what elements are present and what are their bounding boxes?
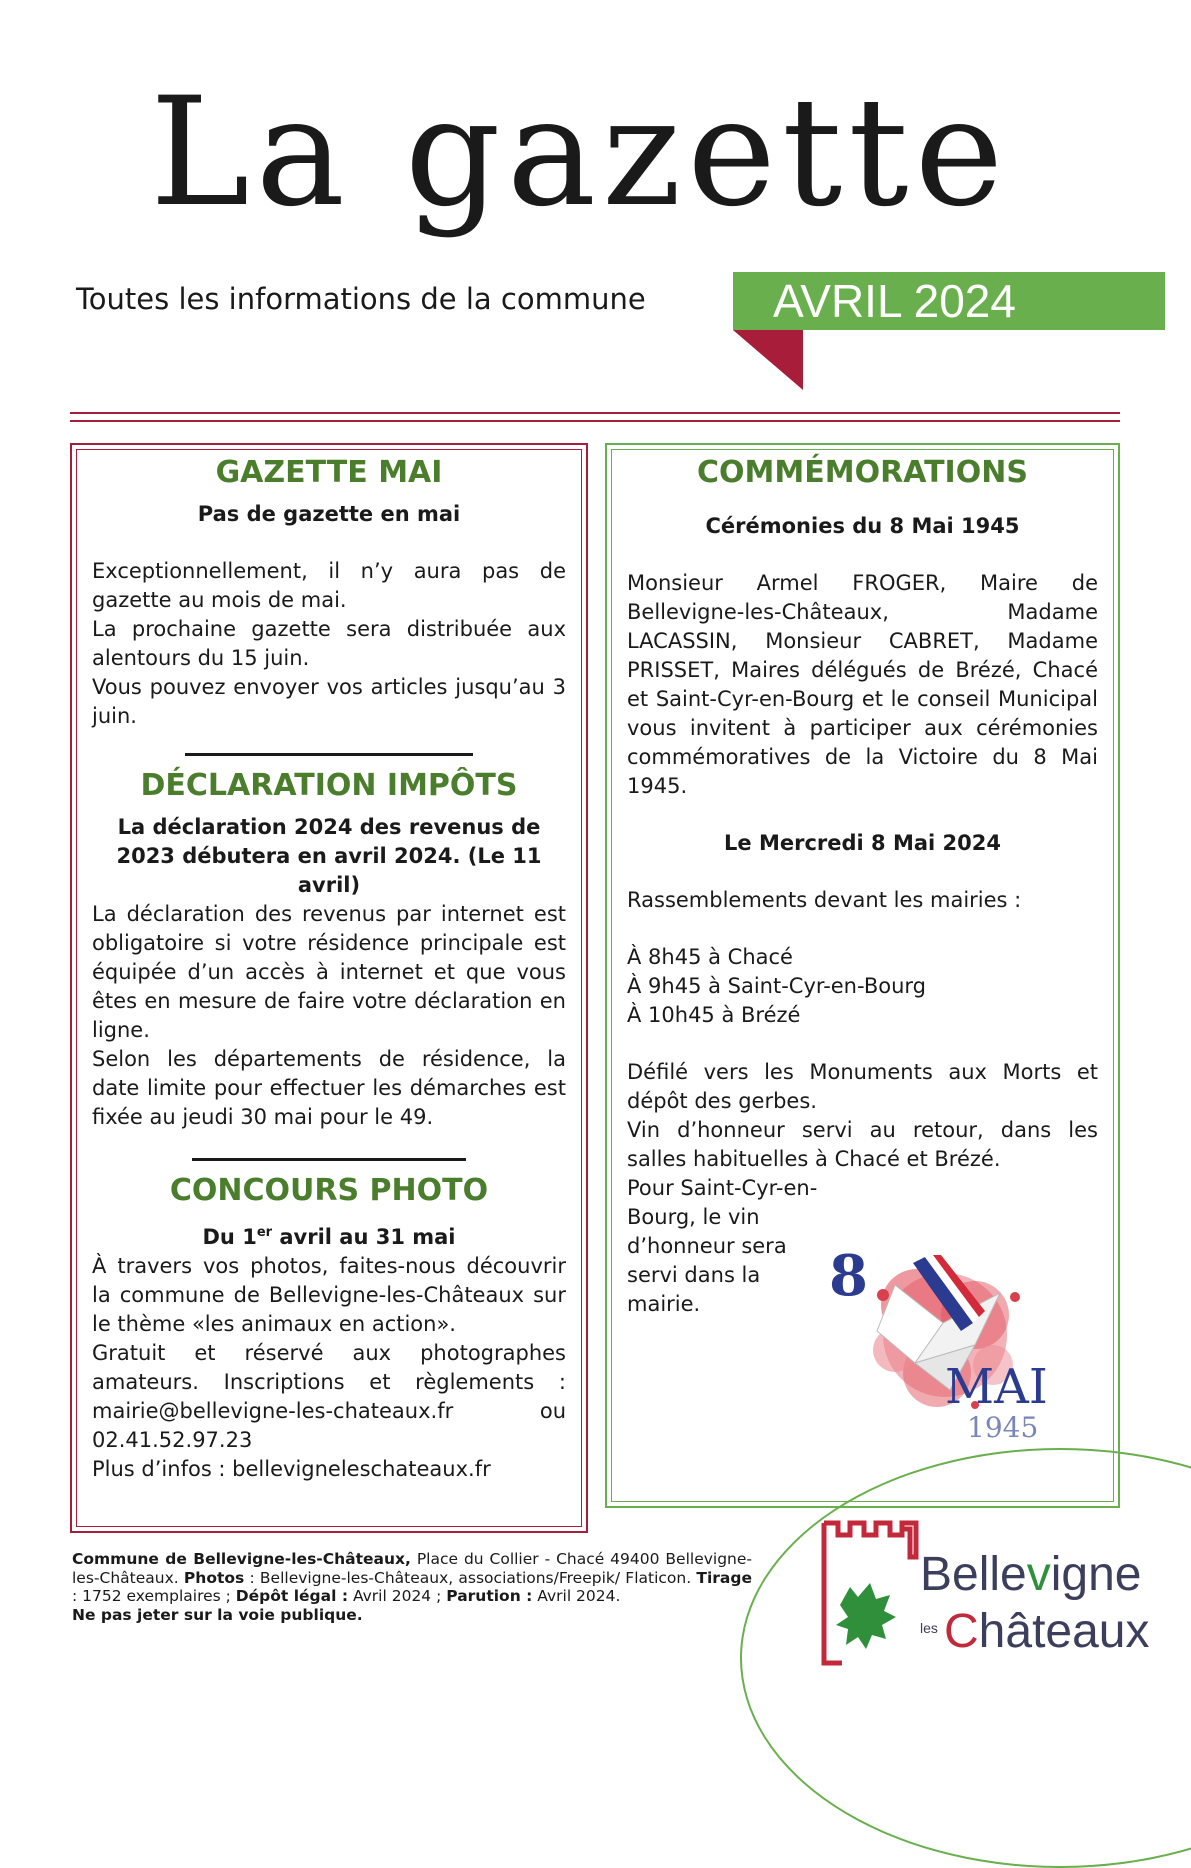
- emblem-month: MAI: [945, 1359, 1048, 1415]
- gazette-mai-subtitle: Pas de gazette en mai: [197, 502, 461, 526]
- concours-photo-heading: CONCOURS PHOTO: [169, 1173, 489, 1208]
- masthead-title: La gazette: [150, 66, 1010, 240]
- tagline: Toutes les informations de la commune: [76, 282, 646, 316]
- bellevigne-logo: [820, 1515, 1180, 1675]
- ceremony-closing: Vin d’honneur servi au retour, dans les salles habituelles à Chacé et Brézé.: [627, 1118, 1098, 1171]
- origami-dove-icon: [877, 1255, 1000, 1390]
- gathering-label: Rassemblements devant les mairies :: [627, 888, 1022, 912]
- header-rule-top: [70, 412, 1120, 414]
- impots-subtitle: La déclaration 2024 des revenus de 2023 débutera en avril 2024. (Le 11 avril): [116, 815, 542, 897]
- impots-paragraph: La déclaration des revenus par internet est obligatoire si votre résidence principale est équipée d’un accès à internet et que vous êtes en mesure de faire votre déclaration en ligne.: [92, 902, 566, 1042]
- commemorations-heading: COMMÉMORATIONS: [697, 455, 1028, 490]
- victory-emblem: [825, 1235, 1065, 1445]
- ceremony-time: À 9h45 à Saint-Cyr-en-Bourg: [627, 974, 926, 998]
- banner-fold: [733, 330, 803, 390]
- ceremony-date: Le Mercredi 8 Mai 2024: [724, 831, 1001, 855]
- logo-line2: Châteaux: [944, 1605, 1150, 1658]
- vine-leaf-icon: [836, 1583, 896, 1649]
- concours-photo-paragraph: Gratuit et réservé aux photographes amateurs. Inscriptions et règlements : mairie@bellevigne-les-chateaux.fr ou 02.41.52.97.23: [92, 1341, 566, 1452]
- footer-notice: Ne pas jeter sur la voie publique.: [72, 1605, 363, 1624]
- ceremony-closing: Pour Saint-Cyr-en-Bourg, le vin d’honneur sera servi dans la mairie.: [627, 1176, 818, 1316]
- concours-photo-paragraph: Plus d’infos : bellevigneleschateaux.fr: [92, 1457, 491, 1481]
- gazette-mai-paragraph: Exceptionnellement, il n’y aura pas de gazette au mois de mai.: [92, 559, 566, 612]
- gazette-mai-heading: GAZETTE MAI: [215, 455, 443, 490]
- left-column: [70, 443, 588, 1533]
- impots-paragraph: Selon les départements de résidence, la date limite pour effectuer les démarches est fixée au jeudi 30 mai pour le 49.: [92, 1047, 566, 1129]
- gazette-mai-paragraph: Vous pouvez envoyer vos articles jusqu’au 3 juin.: [92, 675, 566, 728]
- ceremonies-subtitle: Cérémonies du 8 Mai 1945: [705, 514, 1020, 538]
- header-rule-bottom: [70, 420, 1120, 422]
- concours-photo-paragraph: À travers vos photos, faites-nous découvrir la commune de Bellevigne-les-Châteaux sur le thème «les animaux en action».: [92, 1254, 566, 1336]
- concours-photo-subtitle: Du 1er avril au 31 mai: [202, 1225, 456, 1249]
- logo-les: les: [920, 1620, 938, 1636]
- footer-credits: Commune de Bellevigne-les-Châteaux, Place du Collier - Chacé 49400 Bellevigne-les-Châteaux. Photos : Bellevigne-les-Châteaux, associations/Freepik/ Flaticon. Tirage : 1752 exemplaires ; Dépôt légal : Avril 2024 ; Parution : Avril 2024. Ne pas jeter sur la voie publique.: [72, 1550, 752, 1624]
- issue-date-banner: AVRIL 2024: [733, 272, 1165, 330]
- logo-line1: Bellevigne: [920, 1548, 1142, 1601]
- paint-splash-icon: [873, 1269, 1020, 1409]
- section-separator: [192, 1158, 466, 1161]
- impots-heading: DÉCLARATION IMPÔTS: [140, 768, 518, 803]
- emblem-day: 8: [829, 1243, 868, 1309]
- right-column: [605, 443, 1120, 1508]
- ceremony-time: À 8h45 à Chacé: [627, 945, 793, 969]
- ceremony-time: À 10h45 à Brézé: [627, 1003, 801, 1027]
- emblem-year: 1945: [967, 1411, 1039, 1444]
- gazette-mai-paragraph: La prochaine gazette sera distribuée aux alentours du 15 juin.: [92, 617, 566, 670]
- ceremonies-intro: Monsieur Armel FROGER, Maire de Bellevigne-les-Châteaux, Madame LACASSIN, Monsieur CABRET, Madame PRISSET, Maires délégués de Brézé, Chacé et Saint-Cyr-en-Bourg et le conseil Municipal vous invitent à participer aux cérémonies commémoratives de la Victoire du 8 Mai 1945.: [627, 571, 1098, 798]
- section-separator: [185, 753, 473, 756]
- ceremony-closing: Défilé vers les Monuments aux Morts et dépôt des gerbes.: [627, 1060, 1098, 1113]
